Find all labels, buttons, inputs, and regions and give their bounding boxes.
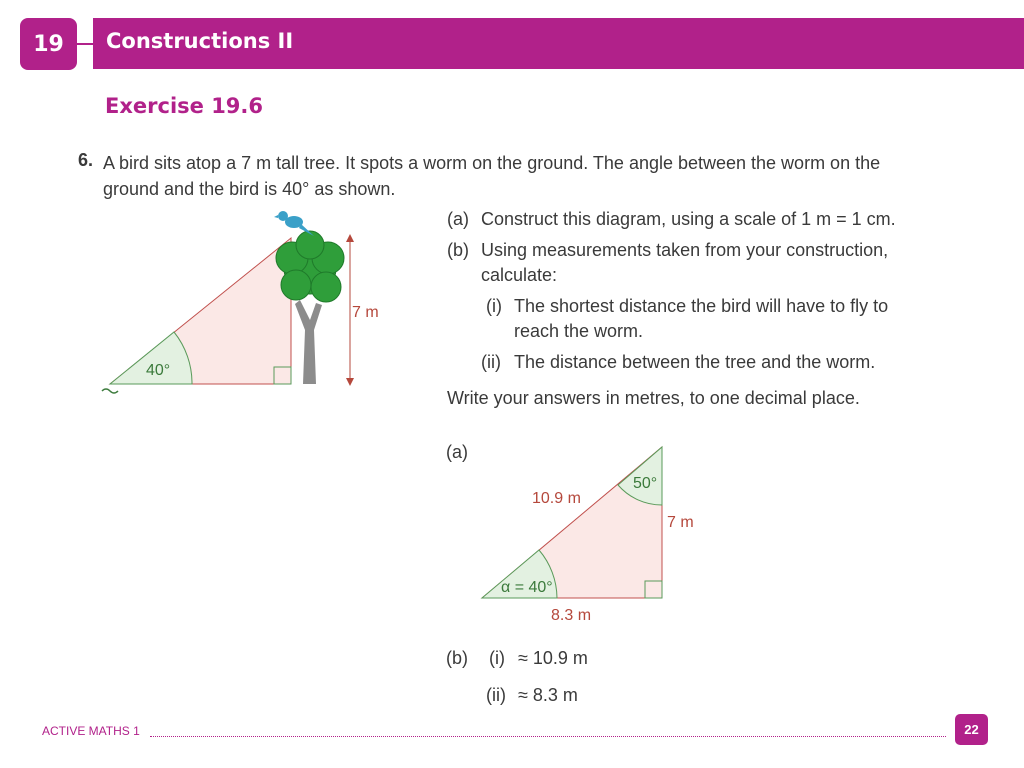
question-text: A bird sits atop a 7 m tall tree. It spots a worm on the ground. The angle between the worm on the ground and the bird is 40° as shown. — [103, 153, 881, 199]
alpha-angle-label: α = 40° — [501, 579, 553, 596]
answer-b-label: (b) — [446, 648, 468, 668]
angle-label-40: 40° — [146, 362, 171, 379]
part-a-text: Construct this diagram, using a scale of 1 m = 1 cm. — [481, 209, 896, 229]
hypotenuse-label: 10.9 m — [532, 490, 581, 507]
part-a-label: (a) — [447, 209, 469, 229]
bird-icon — [274, 211, 314, 236]
answer-height-label: 7 m — [667, 514, 694, 531]
chapter-title: Constructions II — [106, 29, 294, 53]
answer-i-value: ≈ 10.9 m — [518, 648, 588, 668]
part-b-text: Using measurements taken from your construction, calculate: — [481, 240, 889, 285]
answer-ii-label: (ii) — [486, 685, 506, 705]
top-angle-label: 50° — [633, 475, 658, 492]
instruction-text: Write your answers in metres, to one decimal place. — [447, 388, 860, 408]
question-number: 6. — [78, 150, 94, 170]
part-ii-label: (ii) — [481, 352, 501, 372]
footer-divider — [150, 736, 946, 737]
chapter-number: 19 — [20, 18, 77, 70]
part-b-label: (b) — [447, 240, 469, 260]
tree-trunk — [295, 300, 322, 384]
base-label: 8.3 m — [551, 607, 592, 624]
part-i-label: (i) — [486, 296, 502, 316]
exercise-title: Exercise 19.6 — [105, 94, 264, 118]
answer-a-label: (a) — [446, 442, 468, 462]
height-label: 7 m — [352, 304, 379, 321]
answer-i-label: (i) — [489, 648, 505, 668]
answer-ii-value: ≈ 8.3 m — [518, 685, 578, 705]
part-ii-text: The distance between the tree and the worm. — [514, 352, 876, 372]
part-i-text: The shortest distance the bird will have to fly to reach the worm. — [514, 296, 889, 341]
footer-book-title: ACTIVE MATHS 1 — [42, 724, 140, 738]
worm-icon — [102, 389, 118, 393]
tree-diagram — [102, 211, 354, 393]
page-number: 22 — [955, 714, 988, 745]
